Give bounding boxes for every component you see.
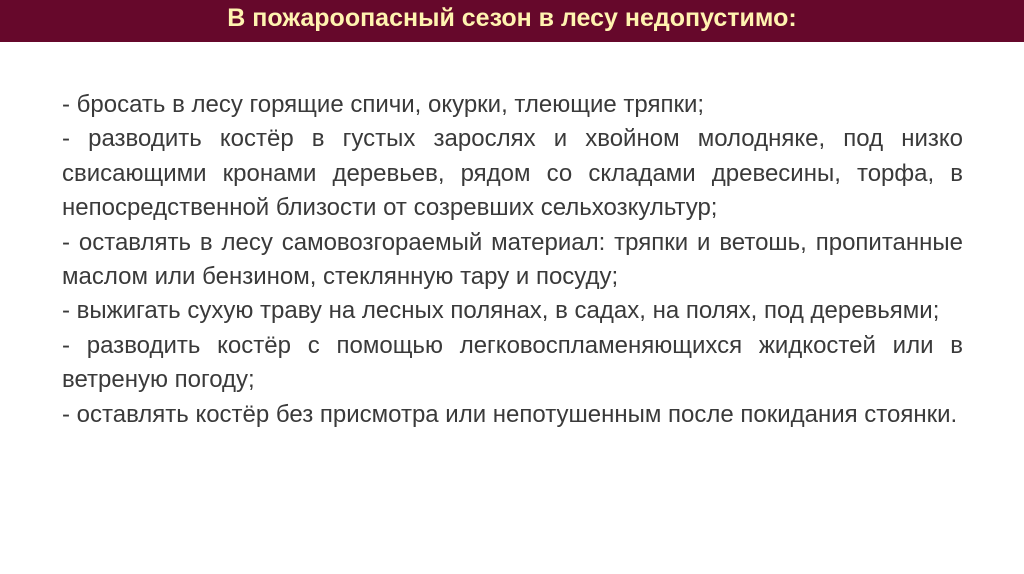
list-item: - разводить костёр с помощью легковоспламеняющихся жидкостей или в ветреную погоду;: [62, 331, 963, 394]
list-item: - оставлять костёр без присмотра или непотушенным после покидания стоянки.: [62, 400, 958, 428]
list-item: - разводить костёр в густых зарослях и хвойном молодняке, под низко свисающими кронами деревьев, рядом со складами древесины, торфа, в непосредственной близости от созревших сельхозкультур;: [62, 125, 963, 222]
prohibitions-list: [62, 88, 963, 432]
slide-title: В пожароопасный сезон в лесу недопустимо:: [227, 4, 797, 32]
header-bar: [0, 0, 1024, 42]
list-item: - оставлять в лесу самовозгораемый материал: тряпки и ветошь, пропитанные маслом или бензином, стеклянную тару и посуду;: [62, 228, 963, 291]
cutoff-footer-line: [62, 564, 963, 574]
list-item: - бросать в лесу горящие спичи, окурки, тлеющие тряпки;: [62, 91, 705, 118]
list-item: - выжигать сухую траву на лесных полянах, в садах, на полях, под деревьями;: [62, 297, 940, 325]
